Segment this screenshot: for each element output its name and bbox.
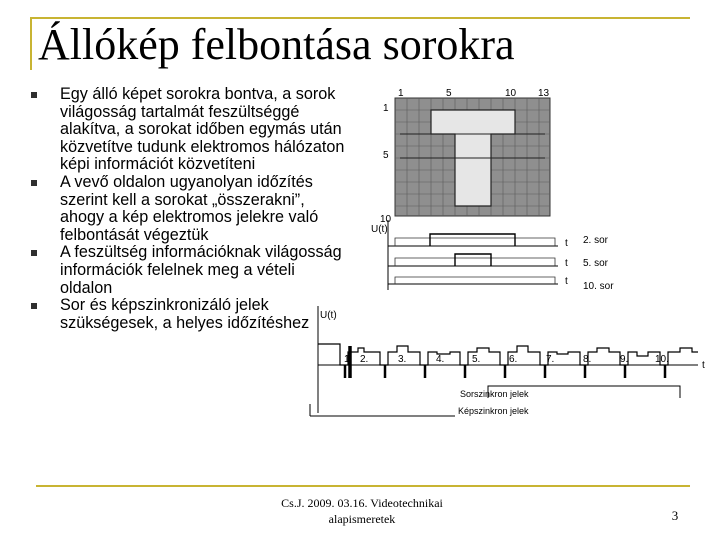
line-number: 8. <box>583 354 592 365</box>
col-label: 5 <box>446 88 452 99</box>
square-bullet-icon <box>31 303 37 309</box>
lower-axis-label: U(t) <box>320 310 337 321</box>
line-number: 4. <box>436 354 445 365</box>
footer-line: alapismeretek <box>328 512 396 526</box>
line-number: 10. <box>655 354 669 365</box>
col-label: 13 <box>538 88 550 99</box>
row-label: 1 <box>383 103 389 114</box>
col-label: 1 <box>398 88 404 99</box>
line-number: 5. <box>472 354 481 365</box>
scanning-diagram <box>300 86 720 431</box>
line-number: 9. <box>620 354 629 365</box>
page-number: 3 <box>671 508 679 523</box>
row-signal-2 <box>388 234 609 249</box>
line-number: 7. <box>546 354 555 365</box>
row-signal-label: 2. sor <box>583 235 609 246</box>
bullet-text: Sor és képszinkronizáló jelek szükségesek, a helyes időzítéshez <box>60 296 310 332</box>
row-signal-5 <box>388 254 609 269</box>
time-axis-label: t <box>702 360 705 371</box>
bullet-text: A feszültség információknak világosság információk felelnek meg a vételi oldalon <box>60 243 342 297</box>
row-signal-t: t <box>565 258 568 269</box>
bullet-text: Egy álló képet sorokra bontva, a sorok világosság tartalmát feszültséggé alakítva, a sorokat időben egymás után közvetítve tudunk elektromos hálózaton képi információt közvetíteni <box>60 85 345 174</box>
line-number: 1. <box>344 354 353 365</box>
title-top-rule <box>30 17 690 19</box>
footer-text <box>262 495 462 527</box>
col-label: 10 <box>505 88 517 99</box>
row-signal-t: t <box>565 238 568 249</box>
square-bullet-icon <box>31 180 37 186</box>
footer-rule <box>36 485 690 487</box>
row-signal-label: 10. sor <box>583 281 614 292</box>
frame-sync-label: Képszinkron jelek <box>458 406 529 416</box>
square-bullet-icon <box>31 250 37 256</box>
title-vertical-rule <box>30 17 32 70</box>
row-label: 10 <box>380 214 392 225</box>
row-signal-t: t <box>565 276 568 287</box>
line-sync-label: Sorszinkron jelek <box>460 389 529 399</box>
row-signal-label: 5. sor <box>583 258 609 269</box>
square-bullet-icon <box>31 92 37 98</box>
composite-waveform <box>318 344 698 365</box>
bullet-text: A vevő oldalon ugyanolyan időzítés szerint kell a sorokat „összerakni”, ahogy a kép elektromos jelekre való felbontását végeztük <box>60 172 319 244</box>
row-label: 5 <box>383 150 389 161</box>
slide-title: Állókép felbontása sorokra <box>38 20 515 69</box>
line-number: 2. <box>360 354 369 365</box>
footer-line: Cs.J. 2009. 03.16. Videotechnikai <box>281 496 443 510</box>
line-sync-pulses <box>345 365 665 378</box>
raster-grid <box>395 98 550 216</box>
row-signal-10 <box>388 276 614 292</box>
line-number: 3. <box>398 354 407 365</box>
line-number: 6. <box>509 354 518 365</box>
upper-axis-label: U(t) <box>371 224 388 235</box>
